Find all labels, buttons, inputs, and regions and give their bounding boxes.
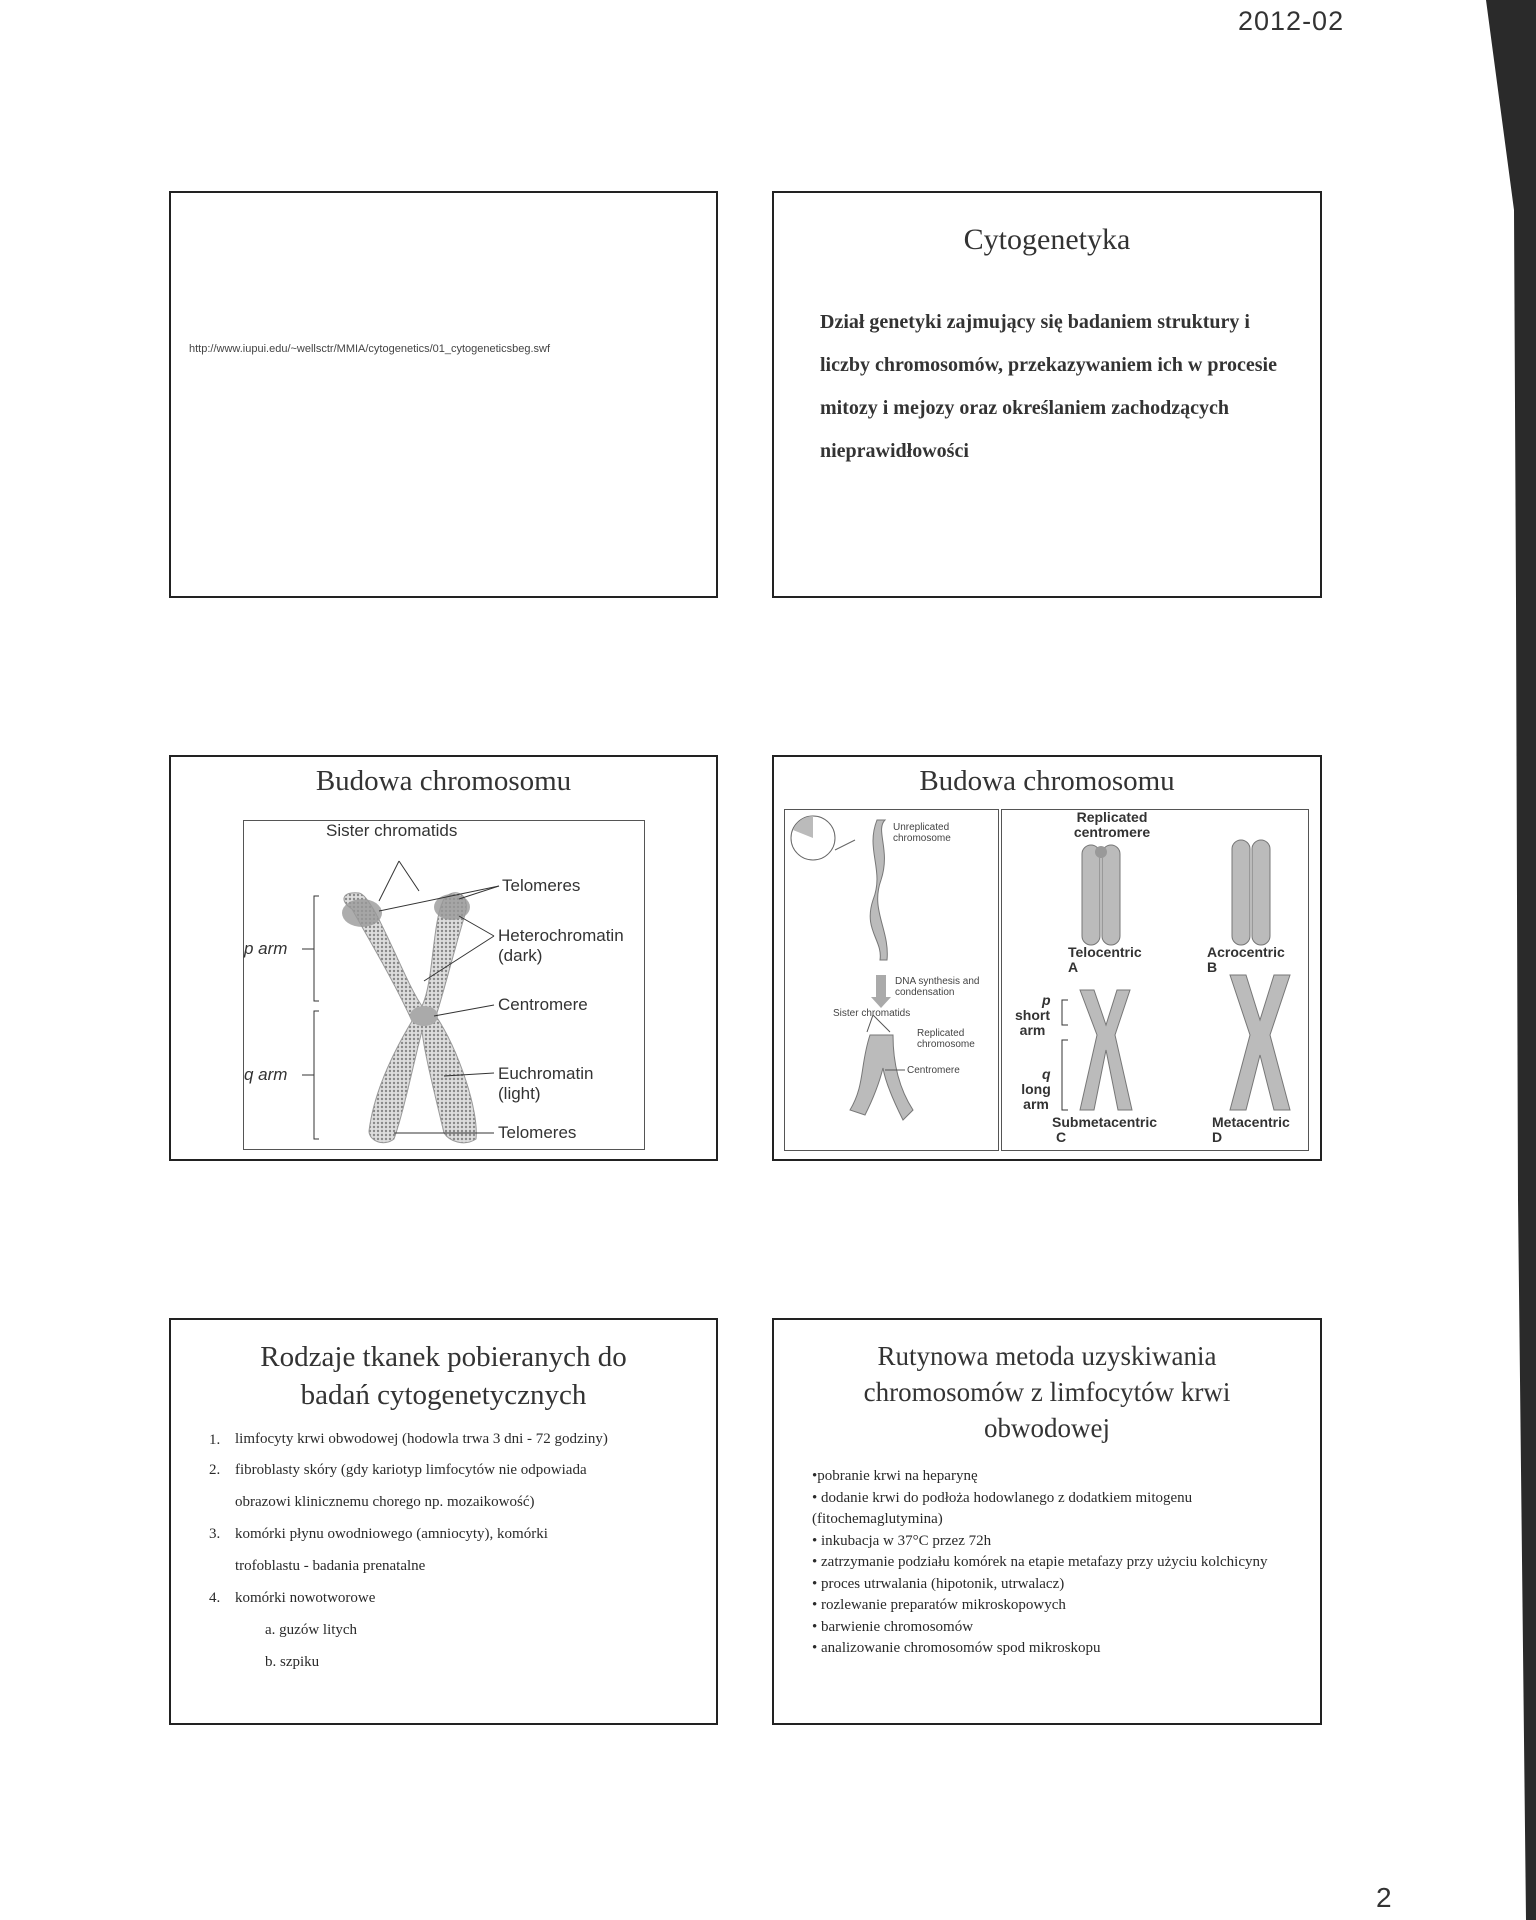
list-subitem: b. szpiku [265, 1654, 320, 1670]
list-text: komórki płynu owodniowego (amniocyty), komórki [235, 1526, 548, 1542]
label-metacentric-letter: D [1212, 1129, 1223, 1145]
list-item [209, 1424, 689, 1454]
slide-title: Budowa chromosomu [919, 765, 1175, 797]
label-euchromatin: Euchromatin [498, 1064, 594, 1083]
list-subitem: a. guzów litych [265, 1622, 358, 1638]
list-item [209, 1582, 689, 1614]
list-text: limfocyty krwi obwodowej (hodowla trwa 3 dni - 72 godziny) [235, 1431, 608, 1447]
list-item: • analizowanie chromosomów spod mikroskopu [812, 1640, 1101, 1656]
label-centromere-small: Centromere [907, 1065, 960, 1076]
slide-title: Budowa chromosomu [315, 765, 572, 797]
page-number: 2 [1376, 1882, 1392, 1913]
procedure-list [812, 1466, 1282, 1660]
slide-title-line2: badań cytogenetycznych [300, 1379, 587, 1411]
slide-1 [169, 191, 718, 598]
slide-3 [169, 755, 718, 1161]
label-centromere: Centromere [498, 995, 588, 1014]
list-item: • zatrzymanie podziału komórek na etapie metafazy przy użyciu kolchicyny [812, 1554, 1268, 1570]
label-p-arm: p arm [244, 939, 288, 958]
label-sister-chromatids: Sister chromatids [326, 821, 458, 840]
slide-title-line2: chromosomów z limfocytów krwi [863, 1377, 1231, 1407]
label-acrocentric-letter: B [1207, 959, 1218, 975]
definition-text: Dział genetyki zajmujący się badaniem struktury i liczby chromosomów, przekazywaniem ich w procesie mitozy i mejozy oraz określaniem zachodzących nieprawidłowości [820, 311, 1277, 462]
label-telomeres-top: Telomeres [502, 876, 581, 895]
list-item [209, 1486, 689, 1518]
label-telocentric-letter: A [1068, 959, 1079, 975]
label-q: q [1042, 1066, 1051, 1082]
slide-title: Cytogenetyka [963, 223, 1131, 256]
slide-title [171, 1338, 716, 1414]
list-text: obrazowi klinicznemu chorego np. mozaikowość) [235, 1494, 535, 1510]
list-text: komórki nowotworowe [235, 1590, 376, 1606]
label-replicated: Replicated chromosome [917, 1028, 975, 1050]
label-submetacentric: Submetacentric [1052, 1114, 1158, 1130]
slide-6 [772, 1318, 1322, 1725]
list-item: •pobranie krwi na heparynę [812, 1468, 978, 1484]
list-text: trofoblastu - badania prenatalne [235, 1558, 426, 1574]
label-dna-synthesis: DNA synthesis and condensation [895, 976, 980, 998]
slide-title-line1: Rutynowa metoda uzyskiwania [877, 1341, 1217, 1371]
chromosome-types-diagram [1001, 809, 1309, 1151]
scan-dark-edge [1466, 0, 1536, 1920]
list-item [209, 1454, 689, 1486]
slide-title [774, 1338, 1320, 1446]
slide-2 [772, 191, 1322, 598]
list-item: • dodanie krwi do podłoża hodowlanego z dodatkiem mitogenu (fitochemaglutymina) [812, 1489, 1193, 1527]
list-number: 4. [209, 1590, 221, 1606]
slide-4 [772, 755, 1322, 1161]
list-item [209, 1550, 689, 1582]
list-number: 1. [209, 1432, 221, 1448]
label-euchromatin-sub: (light) [498, 1084, 541, 1103]
label-heterochromatin-sub: (dark) [498, 946, 543, 965]
list-item: • barwienie chromosomów [812, 1618, 974, 1635]
label-heterochromatin: Heterochromatin [498, 926, 624, 945]
label-acrocentric: Acrocentric [1207, 944, 1285, 960]
list-item: • proces utrwalania (hipotonik, utrwalacz) [812, 1575, 1065, 1592]
label-q-arm: q arm [244, 1065, 288, 1084]
label-metacentric: Metacentric [1212, 1114, 1290, 1130]
label-p: p [1042, 992, 1051, 1008]
slide-5 [169, 1318, 718, 1725]
tissue-list [209, 1424, 689, 1678]
slide-title-line1: Rodzaje tkanek pobieranych do [260, 1341, 627, 1373]
list-text: fibroblasty skóry (gdy kariotyp limfocytów nie odpowiada [235, 1462, 587, 1478]
label-short-arm: short arm [1015, 1007, 1050, 1038]
slide-url[interactable]: http://www.iupui.edu/~wellsctr/MMIA/cytogenetics/01_cytogeneticsbeg.swf [189, 343, 551, 355]
label-unreplicated: Unreplicated chromosome [893, 822, 951, 844]
list-number: 2. [209, 1462, 221, 1478]
list-item [209, 1518, 689, 1550]
label-sister-chromatids-small: Sister chromatids [833, 1008, 911, 1019]
date-stamp: 2012-02 [1238, 6, 1345, 36]
label-telocentric: Telocentric [1068, 944, 1142, 960]
replication-diagram [784, 809, 999, 1151]
label-replicated-centromere: Replicated centromere [1073, 809, 1151, 840]
label-telomeres-bottom: Telomeres [498, 1123, 577, 1142]
list-number: 3. [209, 1526, 221, 1542]
list-item: • rozlewanie preparatów mikroskopowych [812, 1597, 1066, 1613]
list-item: • inkubacja w 37°C przez 72h [812, 1532, 992, 1549]
chromosome-illustration [244, 821, 644, 1149]
label-long-arm: long arm [1021, 1081, 1051, 1112]
label-submetacentric-letter: C [1056, 1129, 1067, 1145]
chromosome-diagram [243, 820, 645, 1150]
slide-title-line3: obwodowej [984, 1413, 1110, 1443]
